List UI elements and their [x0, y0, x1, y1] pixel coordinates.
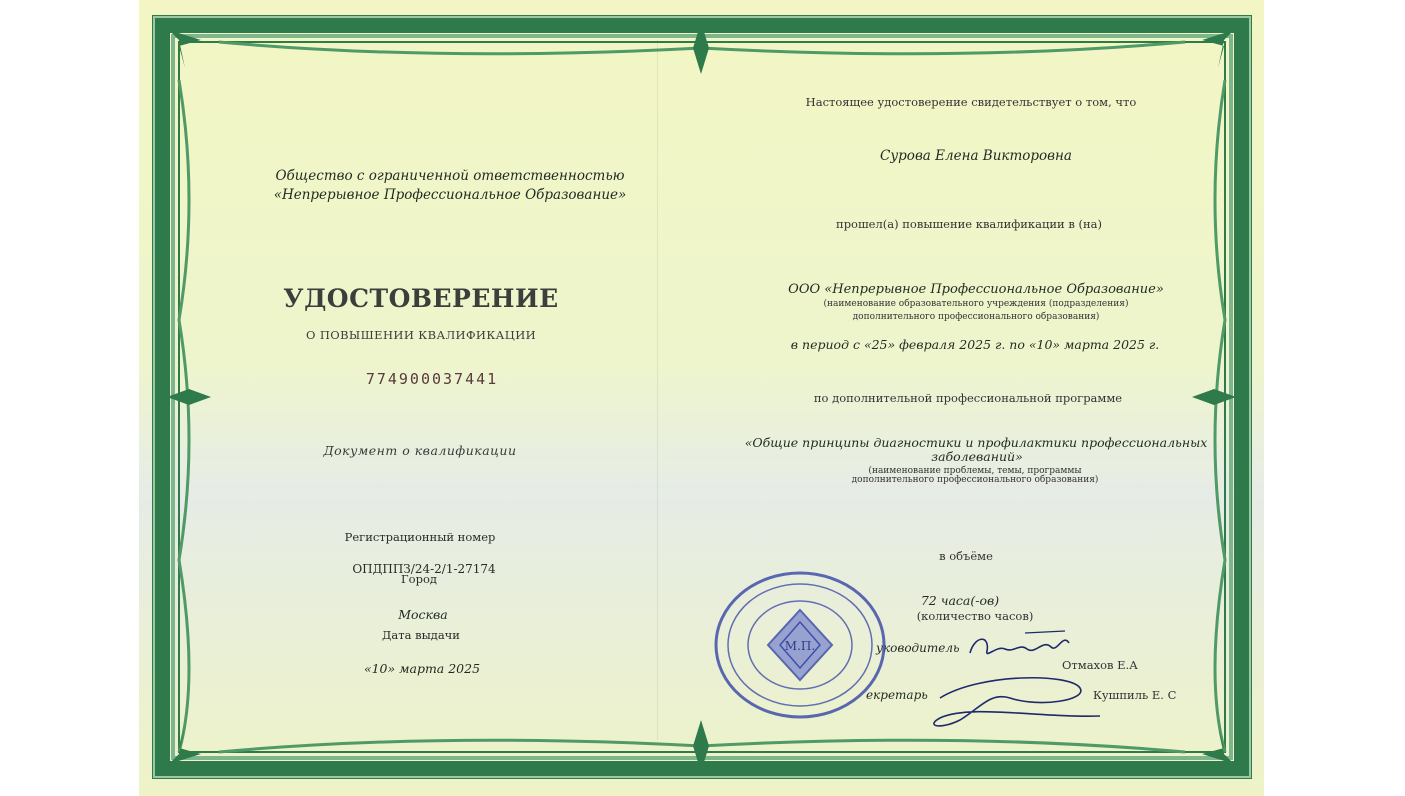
secretary-signature	[920, 668, 1110, 738]
certificate-subtitle: О ПОВЫШЕНИИ КВАЛИФИКАЦИИ	[305, 328, 537, 342]
volume-label: в объёме	[939, 549, 993, 563]
registration-number: ОПДППЗ/24-2/1-27174	[352, 562, 496, 576]
intro-text: Настоящее удостоверение свидетельствует о том, что	[805, 95, 1137, 109]
official-stamp	[712, 570, 888, 720]
program-note-1: (наименование проблемы, темы, программы	[868, 466, 1082, 476]
registration-label: Регистрационный номер	[344, 530, 496, 544]
hours-value: 72 часа(-ов)	[920, 593, 1000, 608]
document-type: Документ о квалификации	[323, 443, 517, 458]
hours-note: (количество часов)	[916, 609, 1034, 623]
holder-name: Сурова Елена Викторовна	[880, 148, 1072, 164]
program-label: по дополнительной профессиональной программе	[813, 391, 1123, 405]
passed-text: прошел(а) повышение квалификации в (на)	[836, 217, 1102, 231]
issue-date: «10» марта 2025	[363, 661, 481, 676]
institution-note-2: дополнительного профессионального образования)	[852, 312, 1100, 322]
secretary-name: Кушпиль Е. С	[1093, 688, 1177, 702]
org-line-1: Общество с ограниченной ответственностью	[275, 168, 625, 184]
stamp-center-text: М.П.	[784, 639, 816, 653]
city-label: Город	[401, 572, 437, 586]
certificate-title: УДОСТОВЕРЕНИЕ	[283, 284, 559, 313]
center-fold	[657, 40, 658, 740]
city-value: Москва	[398, 607, 448, 622]
head-name: Отмахов Е.А	[1062, 658, 1138, 672]
head-signature	[965, 625, 1075, 665]
study-period: в период с «25» февраля 2025 г. по «10» марта 2025 г.	[790, 337, 1160, 352]
head-label: уководитель	[876, 641, 960, 655]
secretary-label: екретарь	[866, 688, 928, 702]
program-title-line-2: заболеваний»	[931, 449, 1023, 464]
program-note-2: дополнительного профессионального образования)	[851, 475, 1099, 485]
serial-number: 774900037441	[365, 370, 499, 388]
org-line-2: «Непрерывное Профессиональное Образование»	[273, 187, 627, 203]
institution-name: ООО «Непрерывное Профессиональное Образование»	[788, 282, 1164, 297]
institution-note-1: (наименование образовательного учреждения (подразделения)	[823, 299, 1129, 309]
issue-date-label: Дата выдачи	[382, 628, 460, 642]
program-title-line-1: «Общие принципы диагностики и профилактики профессиональных	[744, 435, 1208, 450]
